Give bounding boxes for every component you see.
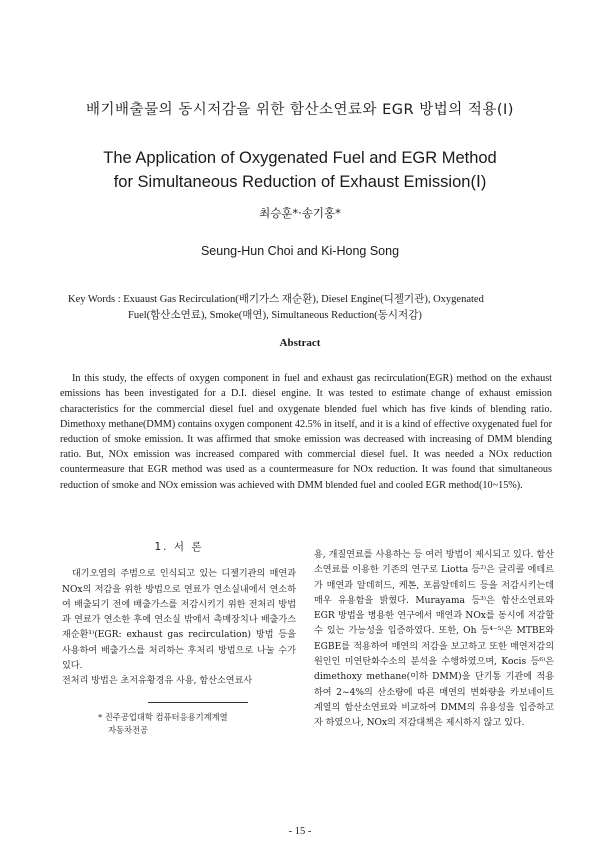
keywords <box>68 292 532 324</box>
korean-title: 배기배출물의 동시저감을 위한 함산소연료와 EGR 방법의 적용(Ⅰ) <box>86 102 514 118</box>
footnote-line1: * 진주공업대학 컴퓨터응용기계계열 <box>98 712 228 722</box>
right-paragraph: 용, 개질연료를 사용하는 등 여러 방법이 제시되고 있다. 함산소연료를 이용한 기존의 연구로 Liotta 등²⁾은 글리콜 에테르가 매연과 알데히드, 케톤, 포름알데히드 등을 저감시키는데 매우 유용함을 밝혔다. Murayama 등³⁾은 함산소연료와 EGR 방법을 병용한 연구에서 매연과 NOx를 동시에 저감할 수 있는 가능성을 입증하였다. 또한, Oh 등⁴⁻⁵⁾은 MTBE와 EGBE를 적용하여 매연의 저감을 보고하고 또한 매연저감의 원인인 미연탄화수소의 분석을 수행하였으며, Kocis 등⁶⁾은 dimethoxy methane(이하 DMM)을 단기통 기관에 적용하여 2~4%의 산소량에 따른 매연의 변화량을 카보네이트 계열의 함산소연료와 비교하여 DMM의 유용성을 입증하고자 하였으나, NOx의 저감대책은 제시하지 않고 있다. <box>314 550 554 729</box>
abstract-heading: Abstract <box>279 337 321 349</box>
left-paragraph-2: 전처리 방법은 초저유황경유 사용, 함산소연료사 <box>62 676 253 687</box>
abstract-body: In this study, the effects of oxygen component in fuel and exhaust gas recirculation(EGR) method on the exhaust emissions has been investigated for a D.I. diesel engine. It was tested to estimate change of exhaust emission characteristics for the commercial diesel fuel and oxygenate blended fuel which has five kinds of blending ratio. Dimethoxy methane(DMM) contains oxygen component 42.5% in itself, and it is a kind of effective oxygenated fuel for reduction of smoke emission. It was affirmed that smoke emission was decreased with increasing of DMM blending ratio. But, NOx emission was increased compared with commercial diesel fuel. It was needed a NOx reduction countermeasure that EGR method was used as a countermeasure for NOx reduction. It was found that simultaneous reduction of smoke and NOx emission was achieved with DMM blended fuel and cooled EGR method(10~15%). <box>60 373 552 491</box>
keywords-line2: Fuel(함산소연료), Smoke(매연), Simultaneous Reduction(동시저감) <box>128 310 422 321</box>
authors-english: Seung-Hun Choi and Ki-Hong Song <box>200 244 400 258</box>
page-number: - 15 - <box>288 826 312 837</box>
left-paragraph-1: 대기오염의 주범으로 인식되고 있는 디젤기관의 매연과 NOx의 저감을 위한 방법으로 연료가 연소실내에서 연소하여 배출되기 전에 배출가스를 저감시키기 위한 전처리 방법과 연료가 연소한 후에 연소실 밖에서 촉매장치나 배출가스 재순환¹⁾(EGR: exhaust gas recirculation) 방법 등을 사용하여 배출가스를 처리하는 후처리 방법으로 나눌 수가 있다. <box>62 569 296 672</box>
keywords-line1: Key Words : Exuaust Gas Recirculation(배기가스 재순환), Diesel Engine(디젤기관), Oxygenated <box>68 294 484 305</box>
english-title <box>0 146 600 194</box>
footnote-line2: 자동차전공 <box>108 725 149 735</box>
footnote-divider <box>148 702 248 703</box>
section-heading: 1. 서 론 <box>154 541 204 553</box>
footnote <box>98 711 298 737</box>
english-title-line1: The Application of Oxygenated Fuel and EGR Method <box>103 149 497 167</box>
english-title-line2: for Simultaneous Reduction of Exhaust Emission(Ⅰ) <box>113 173 487 191</box>
right-column <box>314 548 554 732</box>
authors-korean: 최승훈*·송기홍* <box>259 206 341 220</box>
left-column <box>62 540 296 690</box>
